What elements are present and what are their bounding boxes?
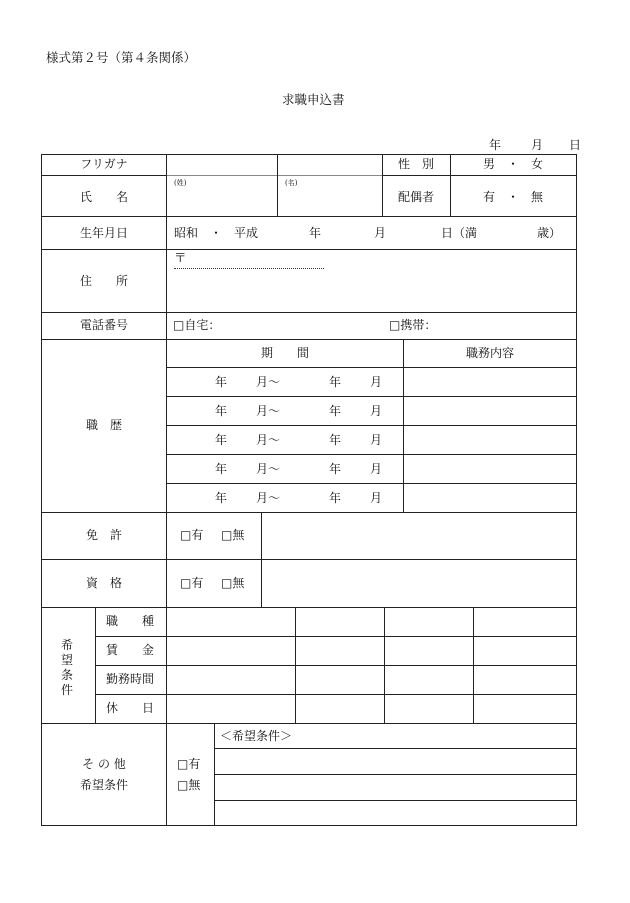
given-name-note: (名): [285, 179, 298, 187]
gender-options[interactable]: 男 ・ 女: [482, 157, 544, 171]
spouse-label: 配偶者: [397, 190, 435, 204]
career-row-2-month-from: 月～: [256, 404, 281, 418]
postal-mark: 〒: [174, 250, 187, 265]
career-label: 職 歴: [85, 418, 123, 432]
career-row-1-month-from: 月～: [256, 375, 281, 389]
career-row-3-year-to: 年: [329, 433, 342, 447]
desired-hours-label: 勤務時間: [106, 672, 155, 686]
postal-code-line[interactable]: [174, 268, 324, 269]
career-row-2-year-to: 年: [329, 404, 342, 418]
other-desired-note: ＜希望条件＞: [220, 729, 293, 743]
other-label-line1: そ の 他: [82, 757, 126, 771]
other-yes-checkbox[interactable]: □有: [177, 757, 201, 771]
mobile-phone-option[interactable]: □携帯：: [389, 318, 437, 332]
birth-month-label: 月: [374, 226, 387, 240]
birth-year-label: 年: [309, 226, 322, 240]
desired-wage-label: 賃 金: [106, 643, 155, 657]
career-row-5-month-to: 月: [370, 491, 383, 505]
career-row-5-month-from: 月～: [256, 491, 281, 505]
period-header: 期 間: [260, 346, 310, 360]
license-no-checkbox[interactable]: □無: [221, 528, 245, 542]
career-row-1-year-to: 年: [329, 375, 342, 389]
career-row-2-year-from: 年: [215, 404, 228, 418]
license-yes-checkbox[interactable]: □有: [180, 528, 204, 542]
qualification-no-checkbox[interactable]: □無: [221, 576, 245, 590]
form-title: 求職申込書: [282, 92, 345, 107]
career-row-2-month-to: 月: [370, 404, 383, 418]
furigana-label: フリガナ: [80, 157, 128, 171]
desired-job-type-label: 職 種: [106, 614, 155, 628]
career-row-5-year-to: 年: [329, 491, 342, 505]
career-row-1-year-from: 年: [215, 375, 228, 389]
address-label: 住 所: [79, 274, 129, 288]
desired-conditions-label: 希望条件: [61, 638, 74, 697]
birth-date-label: 生年月日: [79, 226, 129, 240]
career-row-4-month-to: 月: [370, 462, 383, 476]
surname-note: (姓): [174, 179, 187, 187]
other-no-checkbox[interactable]: □無: [177, 778, 201, 792]
home-phone-option[interactable]: □自宅：: [173, 318, 221, 332]
birth-day-age-label: 日（満: [441, 226, 478, 240]
date-year-label: 年: [489, 138, 502, 152]
qualification-yes-checkbox[interactable]: □有: [180, 576, 204, 590]
gender-label: 性 別: [397, 157, 435, 171]
career-row-5-year-from: 年: [215, 491, 228, 505]
career-row-3-month-to: 月: [370, 433, 383, 447]
job-content-header: 職務内容: [465, 346, 515, 360]
license-label: 免 許: [85, 528, 123, 542]
birth-era-options[interactable]: 昭和 ・ 平成: [174, 226, 259, 240]
age-suffix-label: 歳）: [537, 226, 562, 240]
phone-label: 電話番号: [79, 318, 129, 332]
career-row-4-year-to: 年: [329, 462, 342, 476]
name-label: 氏 名: [79, 190, 129, 204]
career-row-3-month-from: 月～: [256, 433, 281, 447]
date-day-label: 日: [569, 138, 582, 152]
date-month-label: 月: [531, 138, 544, 152]
career-row-1-month-to: 月: [370, 375, 383, 389]
qualification-label: 資 格: [85, 576, 123, 590]
form-number: 様式第２号（第４条関係）: [46, 50, 197, 65]
career-row-3-year-from: 年: [215, 433, 228, 447]
spouse-options[interactable]: 有 ・ 無: [482, 190, 544, 204]
career-row-4-year-from: 年: [215, 462, 228, 476]
desired-holidays-label: 休 日: [106, 701, 155, 715]
other-label-line2: 希望条件: [79, 778, 129, 792]
career-row-4-month-from: 月～: [256, 462, 281, 476]
